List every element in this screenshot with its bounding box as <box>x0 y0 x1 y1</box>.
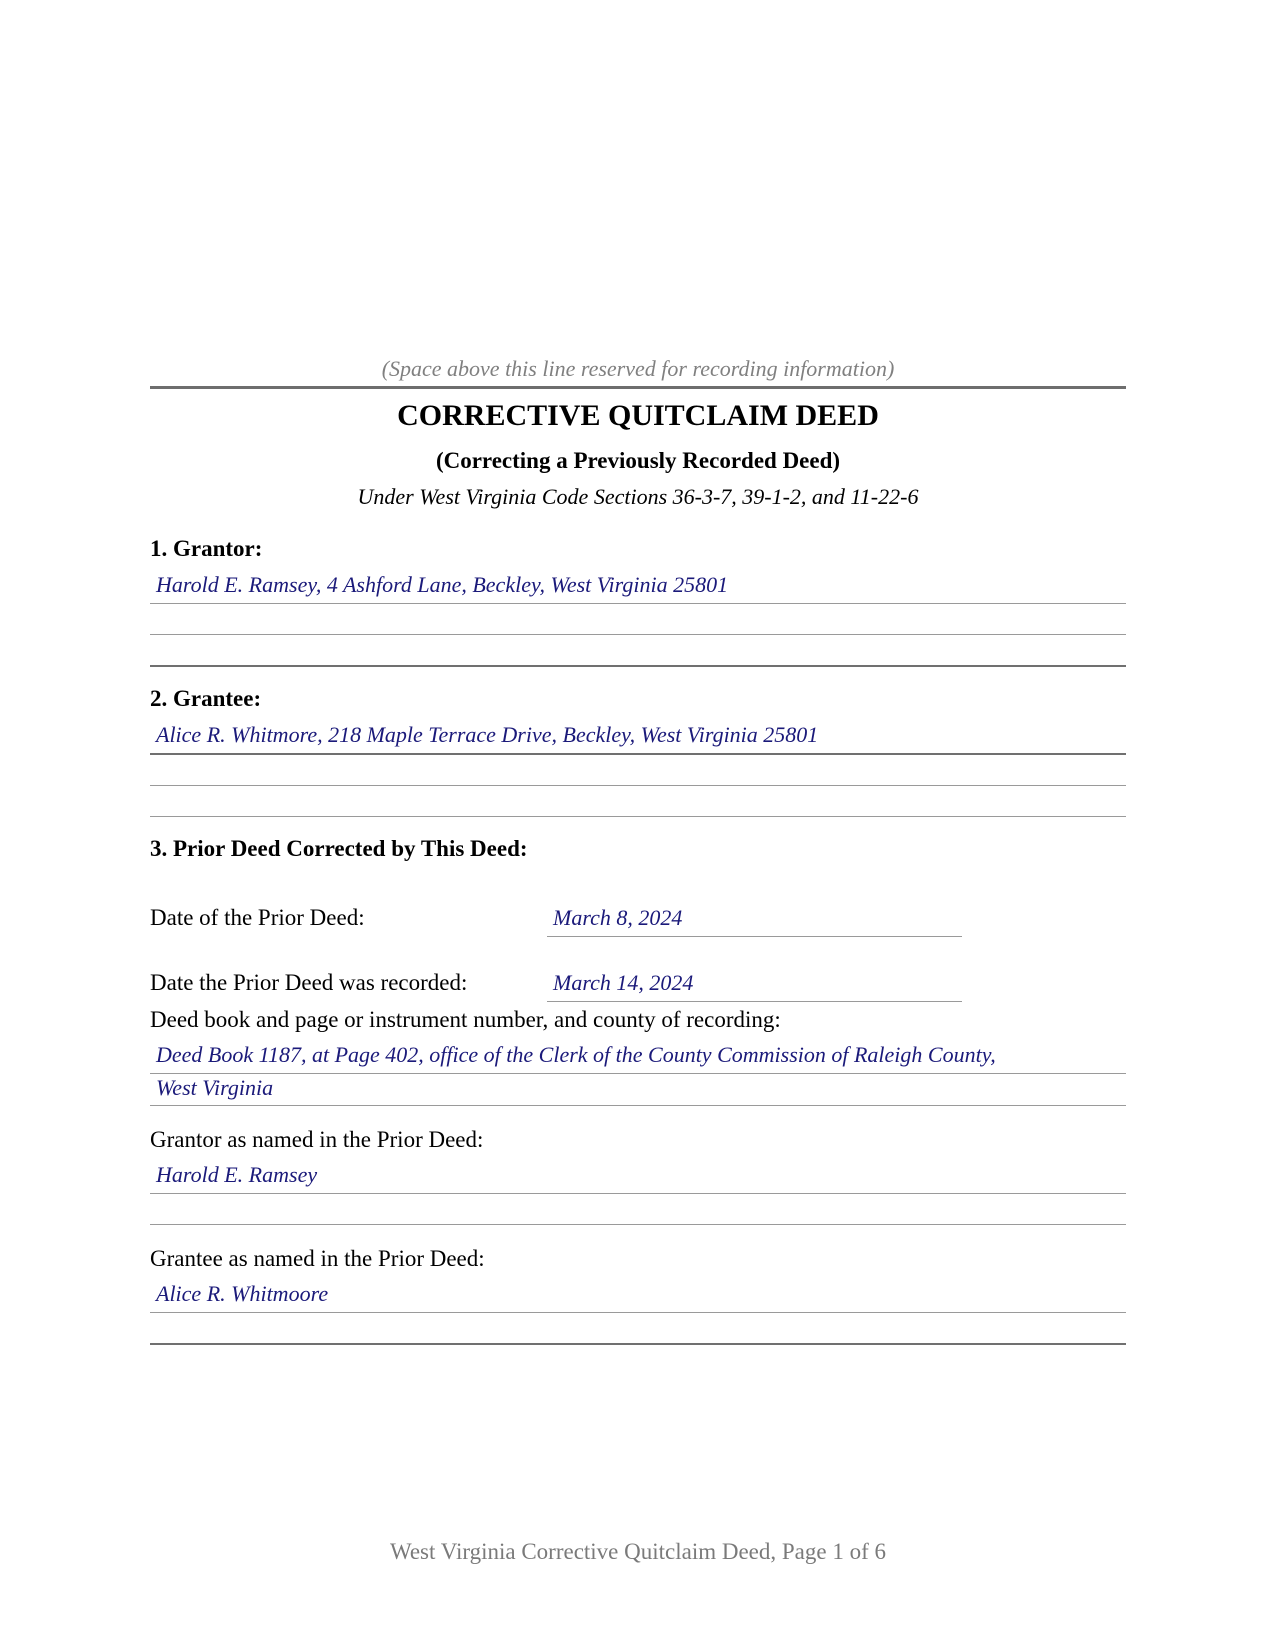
grantee-line-1 <box>150 753 1126 755</box>
deed-book-value-line2[interactable]: West Virginia <box>156 1075 274 1100</box>
prior-deed-heading: 3. Prior Deed Corrected by This Deed: <box>150 836 528 861</box>
prior-grantee-label: Grantee as named in the Prior Deed: <box>150 1246 485 1271</box>
grantor-line-2 <box>150 634 1126 635</box>
deed-book-line-2 <box>150 1105 1126 1106</box>
prior-deed-date-value[interactable]: March 8, 2024 <box>553 905 683 930</box>
prior-deed-recorded-value[interactable]: March 14, 2024 <box>553 970 694 995</box>
grantor-value[interactable]: Harold E. Ramsey, 4 Ashford Lane, Beckley, West Virginia 25801 <box>156 572 729 597</box>
statute-reference: Under West Virginia Code Sections 36-3-7, 39-1-2, and 11-22-6 <box>357 484 919 509</box>
prior-deed-date-label: Date of the Prior Deed: <box>150 905 365 930</box>
grantor-line-1 <box>150 603 1126 604</box>
prior-grantor-line-1 <box>150 1193 1126 1194</box>
page-footer: West Virginia Corrective Quitclaim Deed, Page 1 of 6 <box>389 1539 887 1564</box>
prior-grantee-value[interactable]: Alice R. Whitmoore <box>156 1281 329 1306</box>
grantor-heading: 1. Grantor: <box>150 536 263 561</box>
grantor-line-3 <box>150 665 1126 667</box>
deed-book-value-line1[interactable]: Deed Book 1187, at Page 402, office of the Clerk of the County Commission of Raleigh County, <box>156 1042 996 1067</box>
deed-page <box>150 0 1126 1650</box>
grantee-line-2 <box>150 785 1126 786</box>
prior-deed-date-line <box>547 936 962 937</box>
recording-divider <box>150 386 1126 389</box>
recording-reserved-note: (Space above this line reserved for recording information) <box>381 356 895 381</box>
prior-grantor-label: Grantor as named in the Prior Deed: <box>150 1127 484 1152</box>
grantee-value[interactable]: Alice R. Whitmore, 218 Maple Terrace Drive, Beckley, West Virginia 25801 <box>156 722 819 747</box>
grantee-line-3 <box>150 816 1126 817</box>
prior-grantor-value[interactable]: Harold E. Ramsey <box>156 1162 318 1187</box>
prior-grantor-line-2 <box>150 1224 1126 1225</box>
document-title: CORRECTIVE QUITCLAIM DEED <box>397 399 879 432</box>
prior-grantee-line-2 <box>150 1343 1126 1345</box>
prior-deed-recorded-line <box>547 1001 962 1002</box>
grantee-heading: 2. Grantee: <box>150 686 262 711</box>
document-subtitle: (Correcting a Previously Recorded Deed) <box>435 448 841 473</box>
prior-grantee-line-1 <box>150 1312 1126 1313</box>
prior-deed-recorded-label: Date the Prior Deed was recorded: <box>150 970 468 995</box>
deed-book-label: Deed book and page or instrument number, and county of recording: <box>150 1007 781 1032</box>
